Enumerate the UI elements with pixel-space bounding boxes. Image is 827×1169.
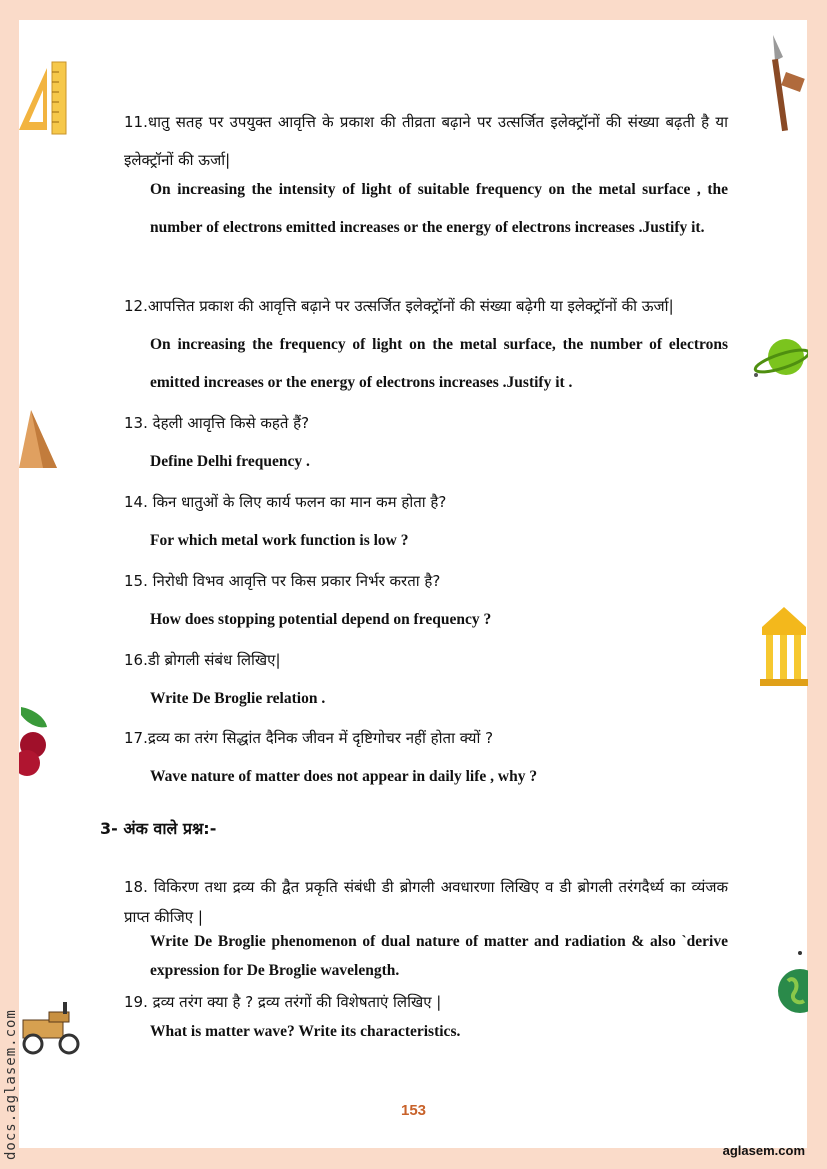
spear-tools-icon	[765, 35, 810, 135]
question-11-hindi: 11.धातु सतह पर उपयुक्त आवृत्ति के प्रकाश की तीव्रता बढ़ाने पर उत्सर्जित इलेक्ट्रॉनों की संख्या बढ़ती है या इलेक्ट्रॉनों की ऊर्जा|	[124, 113, 728, 169]
vintage-car-icon	[19, 1000, 83, 1060]
question-14-hindi: 14. किन धातुओं के लिए कार्य फलन का मान कम होता है?	[124, 493, 447, 511]
question-17-hindi: 17.द्रव्य का तरंग सिद्धांत दैनिक जीवन में दृष्टिगोचर नहीं होता क्यों ?	[124, 729, 494, 747]
question-16-english: Write De Broglie relation .	[150, 690, 326, 707]
question-19-hindi: 19. द्रव्य तरंग क्या है ? द्रव्य तरंगों की विशेषताएं लिखिए |	[124, 993, 442, 1011]
side-watermark: docs.aglasem.com	[3, 1009, 19, 1160]
footer-site-name[interactable]: aglasem.com	[722, 1143, 805, 1158]
question-18-hindi: 18. विकिरण तथा द्रव्य की द्वैत प्रकृति संबंधी डी ब्रोगली अवधारणा लिखिए व डी ब्रोगली तरंगदैर्ध्य का व्यंजक प्राप्त कीजिए |	[124, 878, 728, 926]
question-15-hindi: 15. निरोधी विभव आवृत्ति पर किस प्रकार निर्भर करता है?	[124, 572, 441, 590]
question-19-english: What is matter wave? Write its characteristics.	[150, 1023, 461, 1040]
question-13-hindi: 13. देहली आवृत्ति किसे कहते हैं?	[124, 414, 310, 432]
question-12-english: On increasing the frequency of light on the metal surface, the number of electrons emitted increases or the energy of electrons increases .Justify it .	[150, 336, 728, 391]
earth-globe-icon	[778, 945, 808, 1020]
question-12-hindi: 12.आपत्तित प्रकाश की आवृत्ति बढ़ाने पर उत्सर्जित इलेक्ट्रॉनों की संख्या बढ़ेगी या इलेक्ट्रॉनों की ऊर्जा|	[124, 297, 674, 315]
question-11-english: On increasing the intensity of light of suitable frequency on the metal surface , the number of electrons emitted increases or the energy of electrons increases .Justify it.	[150, 181, 728, 236]
pyramid-icon	[19, 410, 59, 470]
temple-pillar-icon	[760, 605, 808, 687]
question-17-english: Wave nature of matter does not appear in daily life , why ?	[150, 768, 538, 785]
question-16-hindi: 16.डी ब्रोगली संबंध लिखिए|	[124, 651, 281, 669]
page-number: 153	[400, 1102, 427, 1119]
question-13-english: Define Delhi frequency .	[150, 453, 310, 470]
planet-icon	[752, 335, 808, 383]
ruler-set-square-icon	[19, 60, 69, 135]
question-18-english: Write De Broglie phenomenon of dual nature of matter and radiation & also `derive expression for De Broglie wavelength.	[150, 933, 728, 979]
fruit-icon	[19, 705, 59, 777]
section-heading: 3- अंक वाले प्रश्न:-	[100, 819, 217, 838]
question-15-english: How does stopping potential depend on frequency ?	[150, 611, 492, 628]
question-14-english: For which metal work function is low ?	[150, 532, 409, 549]
